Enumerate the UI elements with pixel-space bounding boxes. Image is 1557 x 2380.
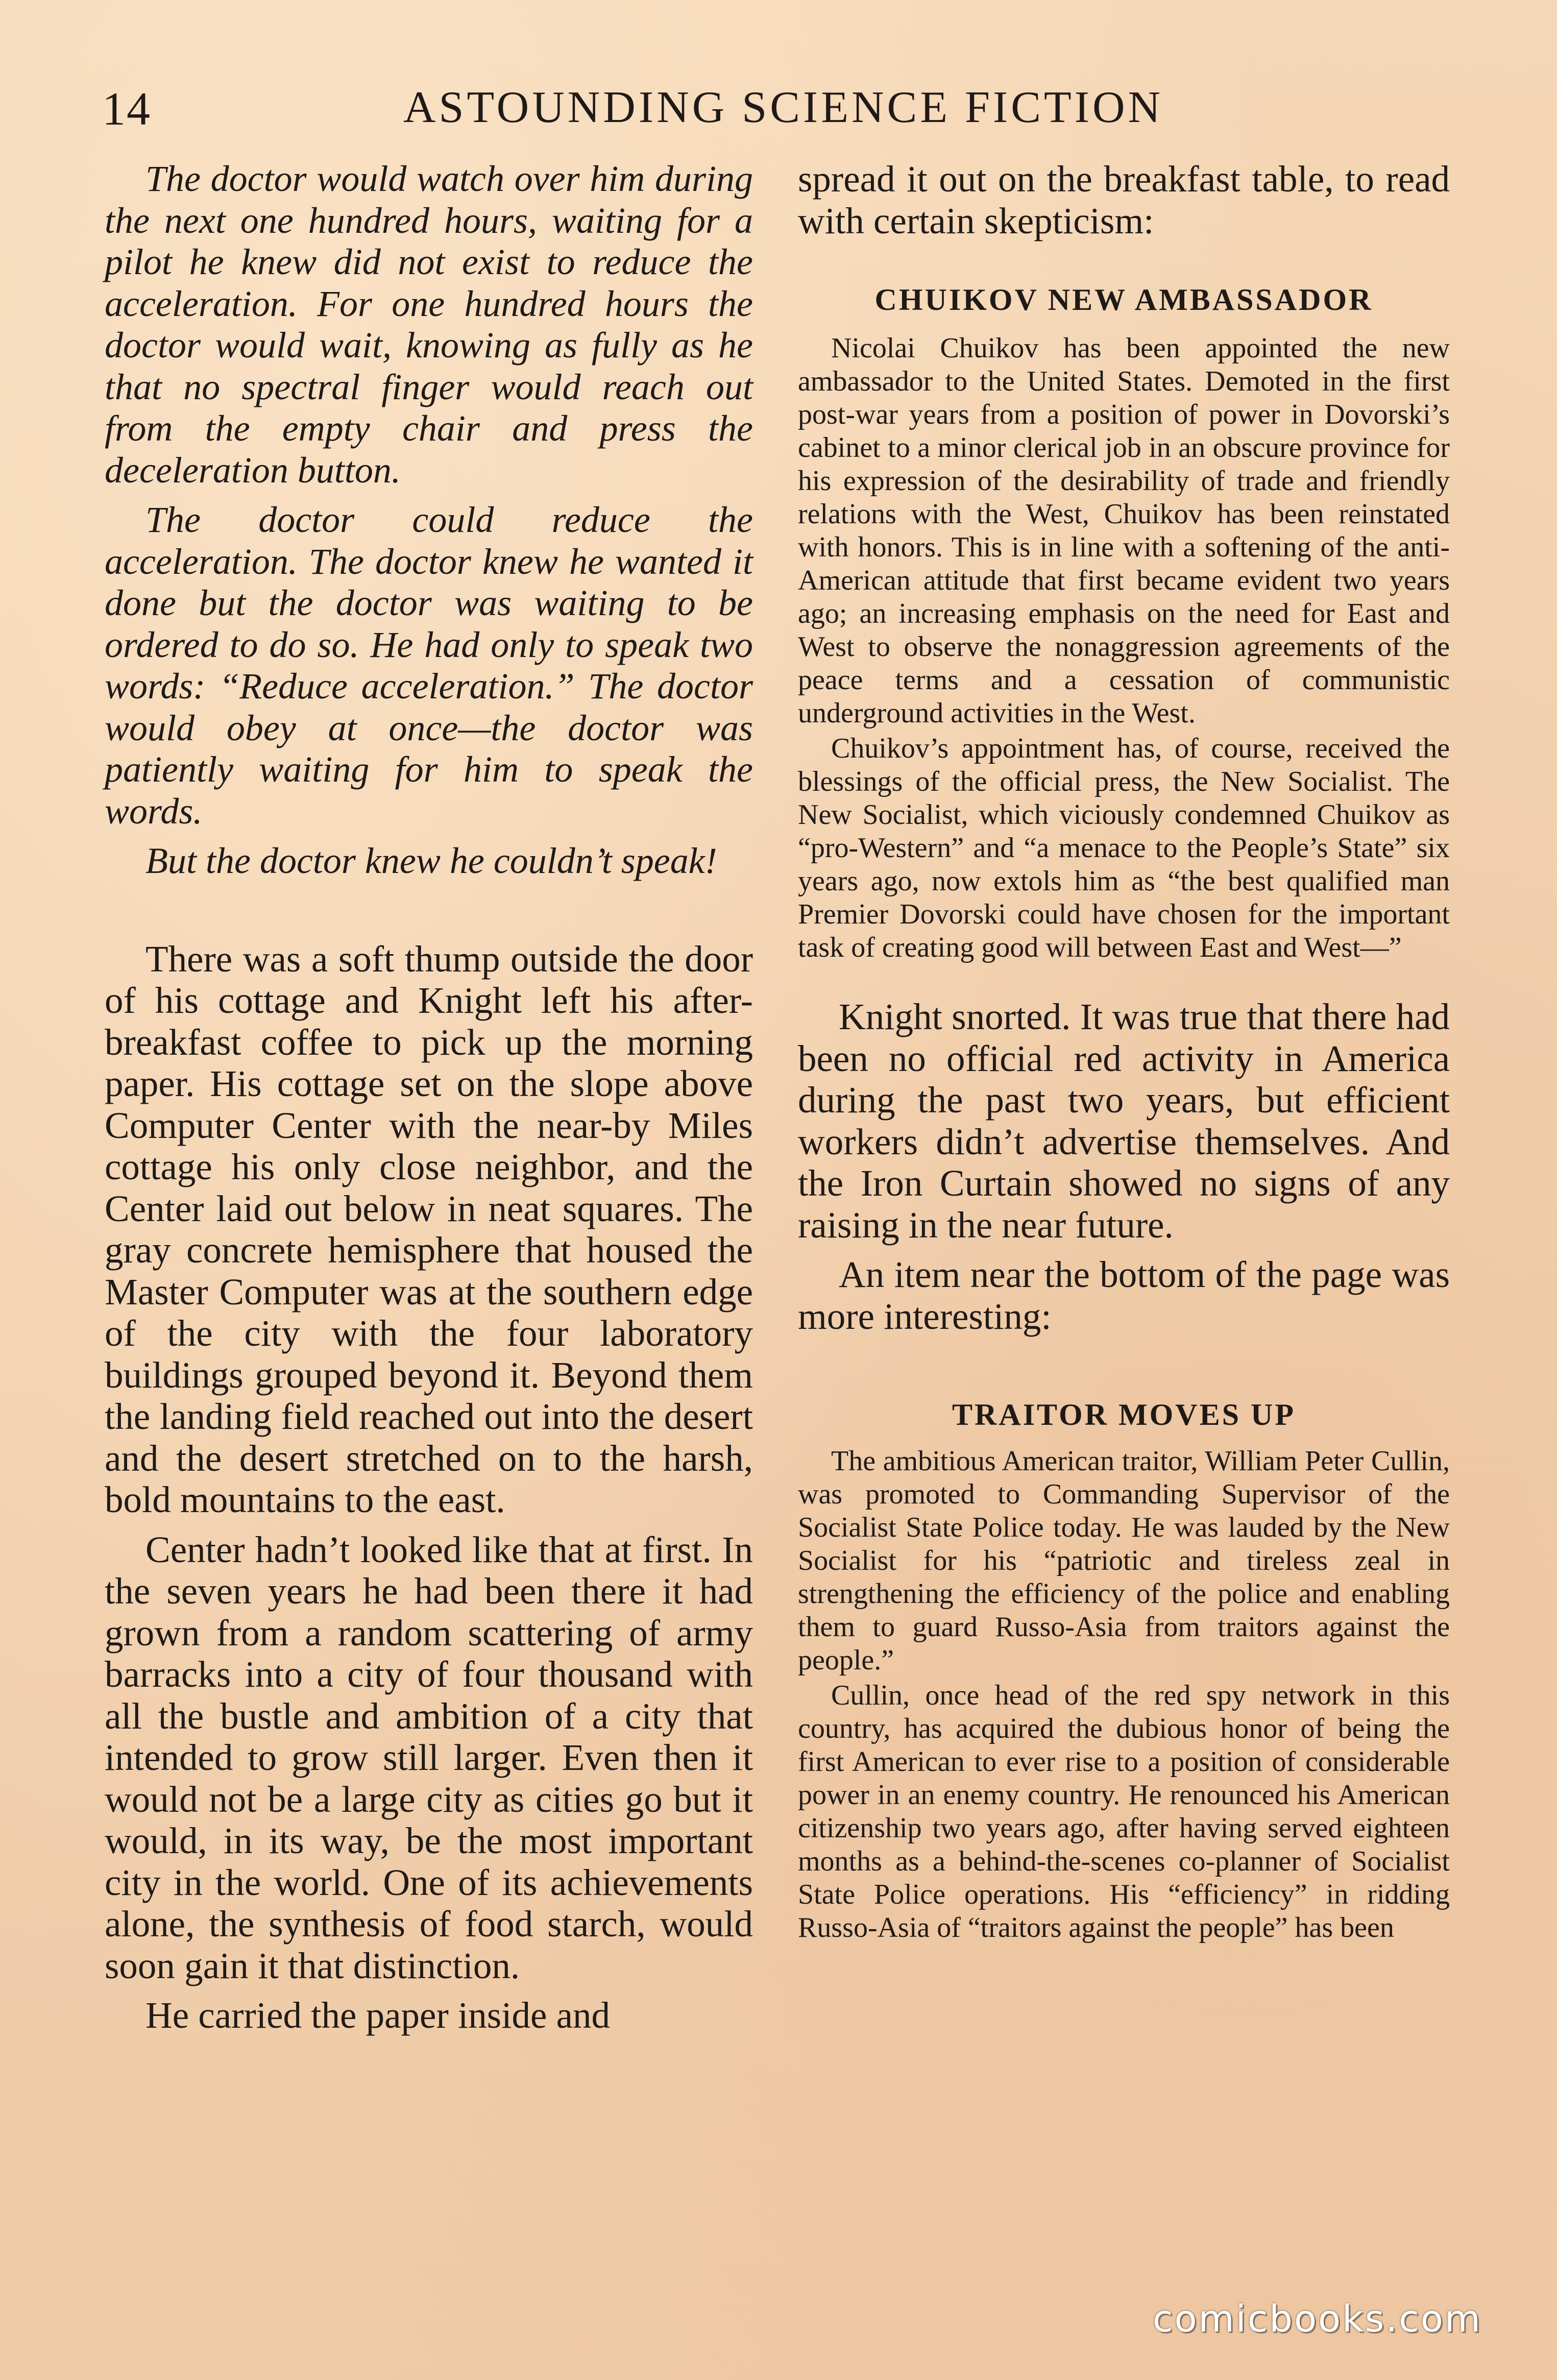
body-paragraph: An item near the bottom of the page was more interesting:: [798, 1254, 1450, 1337]
right-column: [798, 158, 1450, 1945]
italic-paragraph: The doctor could reduce the acceleration. The doctor knew he wanted it done but the doctor was waiting to be ordered to do so. He had only to speak two words: “Reduce acceleration.” The doctor would obey at once—the doctor was patiently waiting for him to speak the words.: [105, 499, 753, 832]
body-paragraph: spread it out on the breakfast table, to read with certain skepticism:: [798, 158, 1450, 241]
italic-paragraph: But the doctor knew he couldn’t speak!: [145, 840, 717, 881]
news-paragraph: Nicolai Chuikov has been appointed the new ambassador to the United States. Demoted in the first post-war years from a position of power in Dovorski’s cabinet to a minor clerical job in an obscure province for his expression of the desirability of trade and friendly relations with the West, Chuikov has been reinstated with honors. This is in line with a softening of the anti-American attitude that first became evident two years ago; an increasing emphasis on the need for East and West to observe the nonaggression agreements of the peace terms and a cessation of communistic underground activities in the West.: [798, 332, 1450, 729]
body-paragraph: He carried the paper inside and: [145, 1995, 611, 2036]
page-number: 14: [102, 83, 151, 135]
body-paragraph: Knight snorted. It was true that there had been no official red activity in America during the past two years, but efficient workers didn’t advertise themselves. And the Iron Curtain showed no signs of any raising in the near future.: [798, 996, 1450, 1246]
news-headline: CHUIKOV NEW AMBASSADOR: [874, 283, 1373, 317]
news-paragraph: The ambitious American traitor, William Peter Cullin, was promoted to Commanding Supervisor of the Socialist State Police today. He was lauded by the New Socialist for his “patriotic and tireless zeal in strengthening the efficiency of the police and enabling them to guard Russo-Asia from traitors against the people.”: [798, 1445, 1450, 1676]
italic-paragraph: The doctor would watch over him during the next one hundred hours, waiting for a pilot he knew did not exist to reduce the acceleration. For one hundred hours the doctor would wait, knowing as fully as he that no spectral finger would reach out from the empty chair and press the deceleration button.: [105, 158, 753, 491]
page-header: [102, 82, 1450, 148]
news-paragraph: Chuikov’s appointment has, of course, received the blessings of the official press, the New Socialist. The New Socialist, which viciously condemned Chuikov as “pro-Western” and “a menace to the People’s State” six years ago, now extols him as “the best qualified man Premier Dovorski could have chosen for the important task of creating good will between East and West—”: [798, 733, 1450, 963]
body-paragraph: Center hadn’t looked like that at first. In the seven years he had been there it had grown from a random scattering of army barracks into a city of four thousand with all the bustle and ambition of a city that intended to grow still larger. Even then it would not be a large city as cities go but it would, in its way, be the most important city in the world. One of its achievements alone, the synthesis of food starch, would soon gain it that distinction.: [105, 1528, 753, 1986]
news-paragraph: Cullin, once head of the red spy network in this country, has acquired the dubious honor of being the first American to ever rise to a position of considerable power in an enemy country. He renounced his American citizenship two years ago, after having served eighteen months as a behind-the-scenes co-planner of Socialist State Police operations. His “efficiency” in ridding Russo-Asia of “traitors against the people” has been: [798, 1680, 1450, 1944]
news-headline: TRAITOR MOVES UP: [952, 1398, 1296, 1431]
site-watermark: comicbooks.com: [1153, 2297, 1482, 2340]
left-column: [105, 158, 753, 2036]
body-paragraph: There was a soft thump outside the door of his cottage and Knight left his after-breakfast coffee to pick up the morning paper. His cottage set on the slope above Computer Center with the near-by Miles cottage his only close neighbor, and the Center laid out below in neat squares. The gray concrete hemisphere that housed the Master Computer was at the southern edge of the city with the four laboratory buildings grouped beyond it. Beyond them the landing field reached out into the desert and the desert stretched on to the harsh, bold mountains to the east.: [105, 938, 753, 1520]
running-head-title: ASTOUNDING SCIENCE FICTION: [403, 83, 1164, 132]
